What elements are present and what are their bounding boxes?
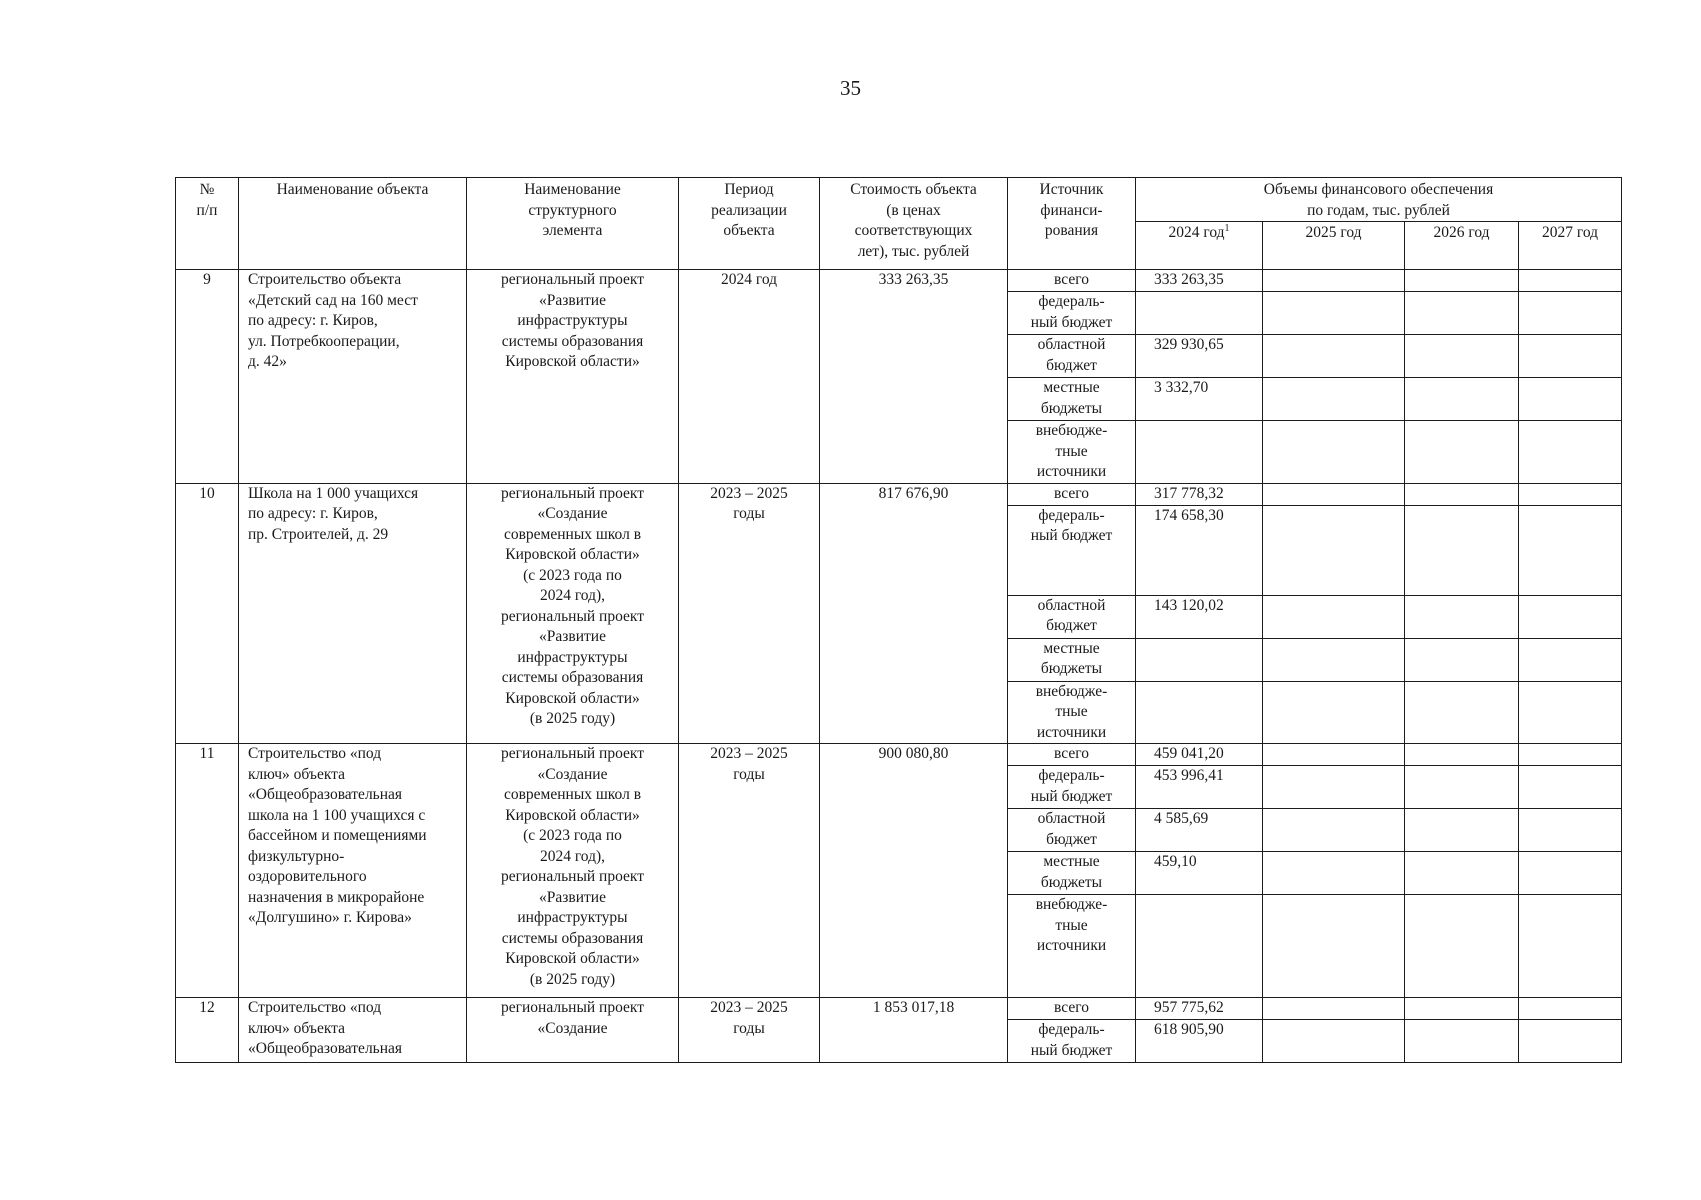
header-cost: Стоимость объекта (в ценах соответствующих лет), тыс. рублей <box>820 178 1008 270</box>
amount-2027 <box>1519 505 1622 595</box>
funding-source: федераль- ный бюджет <box>1008 766 1136 809</box>
header-year-2026: 2026 год <box>1405 222 1519 270</box>
row-number: 11 <box>176 744 239 998</box>
amount-2025 <box>1263 744 1405 766</box>
object-cost: 817 676,90 <box>820 483 1008 744</box>
amount-2024: 4 585,69 <box>1136 809 1263 852</box>
header-element-name: Наименование структурного элемента <box>467 178 679 270</box>
row-number: 10 <box>176 483 239 744</box>
amount-2024: 618 905,90 <box>1136 1020 1263 1063</box>
amount-2024: 143 120,02 <box>1136 595 1263 638</box>
funding-source: всего <box>1008 744 1136 766</box>
amount-2027 <box>1519 895 1622 998</box>
amount-2026 <box>1405 421 1519 484</box>
amount-2027 <box>1519 421 1622 484</box>
amount-2026 <box>1405 766 1519 809</box>
amount-2026 <box>1405 744 1519 766</box>
funding-source: федераль- ный бюджет <box>1008 1020 1136 1063</box>
header-year-2027: 2027 год <box>1519 222 1622 270</box>
structural-element: региональный проект «Создание современных школ в Кировской области» (с 2023 года по 2024 год), региональный проект «Развитие инфраструктуры системы образования Кировской области» (в 2025 году) <box>467 483 679 744</box>
amount-2025 <box>1263 852 1405 895</box>
amount-2026 <box>1405 1020 1519 1063</box>
amount-2024: 174 658,30 <box>1136 505 1263 595</box>
amount-2026 <box>1405 595 1519 638</box>
amount-2027 <box>1519 809 1622 852</box>
funding-source: федераль- ный бюджет <box>1008 505 1136 595</box>
object-cost: 333 263,35 <box>820 270 1008 484</box>
funding-source: местные бюджеты <box>1008 852 1136 895</box>
amount-2024 <box>1136 421 1263 484</box>
amount-2027 <box>1519 1020 1622 1063</box>
amount-2026 <box>1405 505 1519 595</box>
amount-2027 <box>1519 681 1622 744</box>
amount-2026 <box>1405 292 1519 335</box>
funding-source: областной бюджет <box>1008 595 1136 638</box>
amount-2027 <box>1519 595 1622 638</box>
amount-2026 <box>1405 681 1519 744</box>
funding-source: всего <box>1008 270 1136 292</box>
amount-2027 <box>1519 483 1622 505</box>
amount-2025 <box>1263 378 1405 421</box>
amount-2024 <box>1136 638 1263 681</box>
amount-2024: 957 775,62 <box>1136 998 1263 1020</box>
amount-2026 <box>1405 378 1519 421</box>
amount-2025 <box>1263 1020 1405 1063</box>
amount-2024: 459 041,20 <box>1136 744 1263 766</box>
amount-2025 <box>1263 270 1405 292</box>
object-cost: 900 080,80 <box>820 744 1008 998</box>
table-body <box>176 270 1622 1063</box>
object-name: Строительство «под ключ» объекта «Общеобразовательная школа на 1 100 учащихся с бассейном и помещениями физкультурно- оздоровительного назначения в микрорайоне «Долгушино» г. Кирова» <box>239 744 467 998</box>
amount-2024: 459,10 <box>1136 852 1263 895</box>
object-name: Школа на 1 000 учащихся по адресу: г. Киров, пр. Строителей, д. 29 <box>239 483 467 744</box>
amount-2027 <box>1519 638 1622 681</box>
amount-2025 <box>1263 483 1405 505</box>
amount-2024 <box>1136 292 1263 335</box>
amount-2026 <box>1405 809 1519 852</box>
funding-source: всего <box>1008 483 1136 505</box>
amount-2026 <box>1405 270 1519 292</box>
amount-2024: 317 778,32 <box>1136 483 1263 505</box>
header-year-2025: 2025 год <box>1263 222 1405 270</box>
amount-2024: 333 263,35 <box>1136 270 1263 292</box>
amount-2027 <box>1519 852 1622 895</box>
header-volumes: Объемы финансового обеспечения по годам, тыс. рублей <box>1136 178 1622 222</box>
structural-element: региональный проект «Создание <box>467 998 679 1063</box>
amount-2024 <box>1136 895 1263 998</box>
financing-table-wrap <box>175 177 1622 1063</box>
table-row <box>176 744 1622 766</box>
financing-table <box>175 177 1622 1063</box>
amount-2026 <box>1405 998 1519 1020</box>
amount-2024 <box>1136 681 1263 744</box>
amount-2027 <box>1519 270 1622 292</box>
header-source: Источник финанси- рования <box>1008 178 1136 270</box>
row-number: 9 <box>176 270 239 484</box>
header-num: № п/п <box>176 178 239 270</box>
amount-2025 <box>1263 766 1405 809</box>
amount-2024: 3 332,70 <box>1136 378 1263 421</box>
amount-2025 <box>1263 681 1405 744</box>
amount-2025 <box>1263 595 1405 638</box>
table-row <box>176 270 1622 292</box>
implementation-period: 2023 – 2025 годы <box>679 744 820 998</box>
table-row <box>176 998 1622 1020</box>
amount-2027 <box>1519 744 1622 766</box>
structural-element: региональный проект «Развитие инфраструктуры системы образования Кировской области» <box>467 270 679 484</box>
amount-2025 <box>1263 505 1405 595</box>
header-year-2024 <box>1136 222 1263 270</box>
year-2024-label: 2024 год <box>1168 224 1225 241</box>
row-number: 12 <box>176 998 239 1063</box>
page-number: 35 <box>840 76 861 100</box>
implementation-period: 2023 – 2025 годы <box>679 483 820 744</box>
amount-2027 <box>1519 998 1622 1020</box>
object-cost: 1 853 017,18 <box>820 998 1008 1063</box>
object-name: Строительство объекта «Детский сад на 160 мест по адресу: г. Киров, ул. Потребкооперации, д. 42» <box>239 270 467 484</box>
amount-2025 <box>1263 335 1405 378</box>
table-row <box>176 483 1622 505</box>
amount-2024: 329 930,65 <box>1136 335 1263 378</box>
funding-source: всего <box>1008 998 1136 1020</box>
funding-source: внебюдже- тные источники <box>1008 895 1136 998</box>
funding-source: федераль- ный бюджет <box>1008 292 1136 335</box>
amount-2027 <box>1519 335 1622 378</box>
amount-2024: 453 996,41 <box>1136 766 1263 809</box>
amount-2026 <box>1405 335 1519 378</box>
amount-2026 <box>1405 895 1519 998</box>
amount-2027 <box>1519 292 1622 335</box>
amount-2027 <box>1519 378 1622 421</box>
header-period: Период реализации объекта <box>679 178 820 270</box>
object-name: Строительство «под ключ» объекта «Общеобразовательная <box>239 998 467 1063</box>
funding-source: областной бюджет <box>1008 809 1136 852</box>
amount-2025 <box>1263 292 1405 335</box>
amount-2027 <box>1519 766 1622 809</box>
amount-2026 <box>1405 638 1519 681</box>
footnote-marker: 1 <box>1224 222 1230 234</box>
funding-source: местные бюджеты <box>1008 378 1136 421</box>
amount-2026 <box>1405 852 1519 895</box>
amount-2025 <box>1263 809 1405 852</box>
funding-source: внебюдже- тные источники <box>1008 421 1136 484</box>
structural-element: региональный проект «Создание современных школ в Кировской области» (с 2023 года по 2024 год), региональный проект «Развитие инфраструктуры системы образования Кировской области» (в 2025 году) <box>467 744 679 998</box>
funding-source: областной бюджет <box>1008 335 1136 378</box>
header-object-name: Наименование объекта <box>239 178 467 270</box>
amount-2025 <box>1263 421 1405 484</box>
funding-source: внебюдже- тные источники <box>1008 681 1136 744</box>
implementation-period: 2023 – 2025 годы <box>679 998 820 1063</box>
amount-2026 <box>1405 483 1519 505</box>
implementation-period: 2024 год <box>679 270 820 484</box>
amount-2025 <box>1263 998 1405 1020</box>
funding-source: местные бюджеты <box>1008 638 1136 681</box>
amount-2025 <box>1263 638 1405 681</box>
amount-2025 <box>1263 895 1405 998</box>
